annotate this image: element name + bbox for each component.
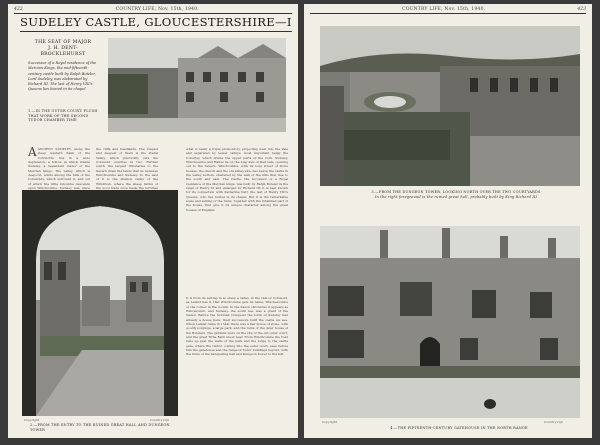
page-number-right: 423 (577, 7, 586, 12)
header-rule (14, 13, 292, 14)
caption-3 (334, 190, 578, 199)
page-number: 422 (14, 7, 23, 12)
seat-line-1: THE SEAT OF MAJOR (34, 40, 92, 45)
caption-1: 1.—IN THE OUTER COURT. FLUSH THAT WORK OF THE SECOND TUDOR CHAMBER TIME (28, 109, 98, 123)
intro-text: Successor of a Royal residence of the Mercian Kings, the mid-fifteenth-century castle built by Ralph Boteler, Lord Sudeley, was elaborated by Richard III. The last of Henry VIII's Queens lies buried in its chapel (28, 61, 97, 92)
photo-gatehouse (320, 226, 580, 418)
photo-outer-court (108, 38, 286, 132)
arch-entry-image (22, 190, 178, 416)
right-running-head (310, 7, 586, 12)
caption-3-subtitle: In the right foreground is the ruined great hall, probably built by King Richard III (374, 194, 538, 199)
left-running-head (14, 7, 292, 12)
body-text-2: the cliffs and headlands. The longest and deepest of them is the Postal Valley, which practically cuts the Cotswold counties in two. Farther south, the largest tributaries to the Severn drain the lands that lie between Winchcombe and Sudeley. To the east of it is the shallow valley of the Windrush, where the sheep farms of the wool trade once made the fortunes (96, 147, 158, 191)
copyright-4: Country Life (544, 420, 564, 424)
gatehouse-image (320, 226, 580, 418)
caption-3-title: 3.—FROM THE DUNGEON TOWER, LOOKING NORTH OVER THE TWO COURTYARDS (371, 190, 541, 194)
left-page (8, 4, 298, 438)
caption-2: 2.—FROM THE ENTRY TO THE RUINED GREAT HALL AND DUNGEON TOWER (30, 423, 170, 432)
dungeon-tower-image (320, 26, 580, 186)
title-rule (20, 31, 292, 32)
body-column-3 (186, 147, 288, 292)
body-column-4 (186, 296, 288, 432)
copyright-1: Copyright (24, 418, 40, 422)
caption-4: 4.—THE FIFTEENTH-CENTURY GATEHOUSE IN THE NORTH RANGE (390, 426, 528, 430)
copyright-3: Copyright (322, 420, 338, 424)
running-head-text: COUNTRY LIFE, Nov. 15th, 1940. (115, 7, 199, 12)
photo-arch-entry (22, 190, 178, 416)
body-text-1: ANCIENT SUDELEY, along the steep western flank of the Cotswolds, lies in a wide depression, a hollow in which stands Sudeley, a dependent manor of the Mercian kings. The valley, which is deep-cut, winds among the hills of the Cotswolds, which surround it, and out of which the little Isbourne descends upon Winchcombe. Sudeley was, since (28, 147, 90, 191)
article-title: SUDELEY CASTLE, GLOUCESTERSHIRE—I (20, 15, 292, 29)
outer-court-image (108, 38, 286, 132)
body-text-4: It is from its setting in so steep a valley, in the vale of Cotswold, as Leland has it, that Winchcombe gets its name, Winchelcombe or the corner in the coomb. In the Saxon chronicles it appears as Wincelcumb, and Sudeley, the south lea, was a grant of the manor. Before the Norman Conquest the lords of Sudeley had already a house here; their successors built the castle we see. When Leland came in 1540, there was a fair house of stone, with goodly lodgings, a large park, and the ruins of the older house of the Botelers. The gardens were on the site of the old outer court, and the great Tithe Barn stood near. From Winchcombe the road runs up past the walls of the park and the lodge to the castle gate, where the visitor, coming into the outer court, sees before him the gatehouse and the range of Tudor buildings beyond, with the ruins of the banqueting hall and Dungeon Tower to the left. (186, 296, 288, 357)
seat-heading (28, 40, 98, 59)
copyright-2: Country Life (150, 418, 170, 422)
seat-line-2: J. H. DENT-BROCKLEHURST (40, 46, 86, 58)
right-page (304, 4, 592, 438)
body-column-1: AANCIENT SUDELEY, along the steep western flank of the Cotswolds, lies in a wide depression, a hollow in which stands Sudeley, a dependent manor of the Mercian kings. The valley, which is deep-cut, winds among the hills of the Cotswolds, which surround it, and out of which the little Isbourne descends upon Winchcombe. Sudeley was, since (28, 147, 90, 197)
body-text-3: what is really a triple promontory, projecting west into the Vale and separated by lesser valleys, most important being the Coberley, which drains the upper parts of the Coln. Sudeley, Winchcombe and Hailes lie on the long axis of that vale, opening out to the Severn. Winchcombe, with its long street of stone houses, the church and the old abbey site, lies below the castle in the valley bottom, sheltered by the wall of the hills that rise to the south and east. The Castle, the successor of a Royal residence of the Mercian kings, was built by Ralph Boteler in the reign of Henry VI and enlarged by Richard III; it is best known for its connection with Katherine Parr, the last of Henry VIII's Queens, who lies buried in its chapel. But it is the remarkable scale and setting of the ruins, together with the inhabited part of the house, that give it its unique character among the great houses of England. (186, 147, 288, 212)
running-head-text-right: COUNTRY LIFE, Nov. 15th, 1940. (402, 7, 486, 12)
header-rule-right (310, 13, 586, 14)
photo-from-dungeon-tower (320, 26, 580, 186)
